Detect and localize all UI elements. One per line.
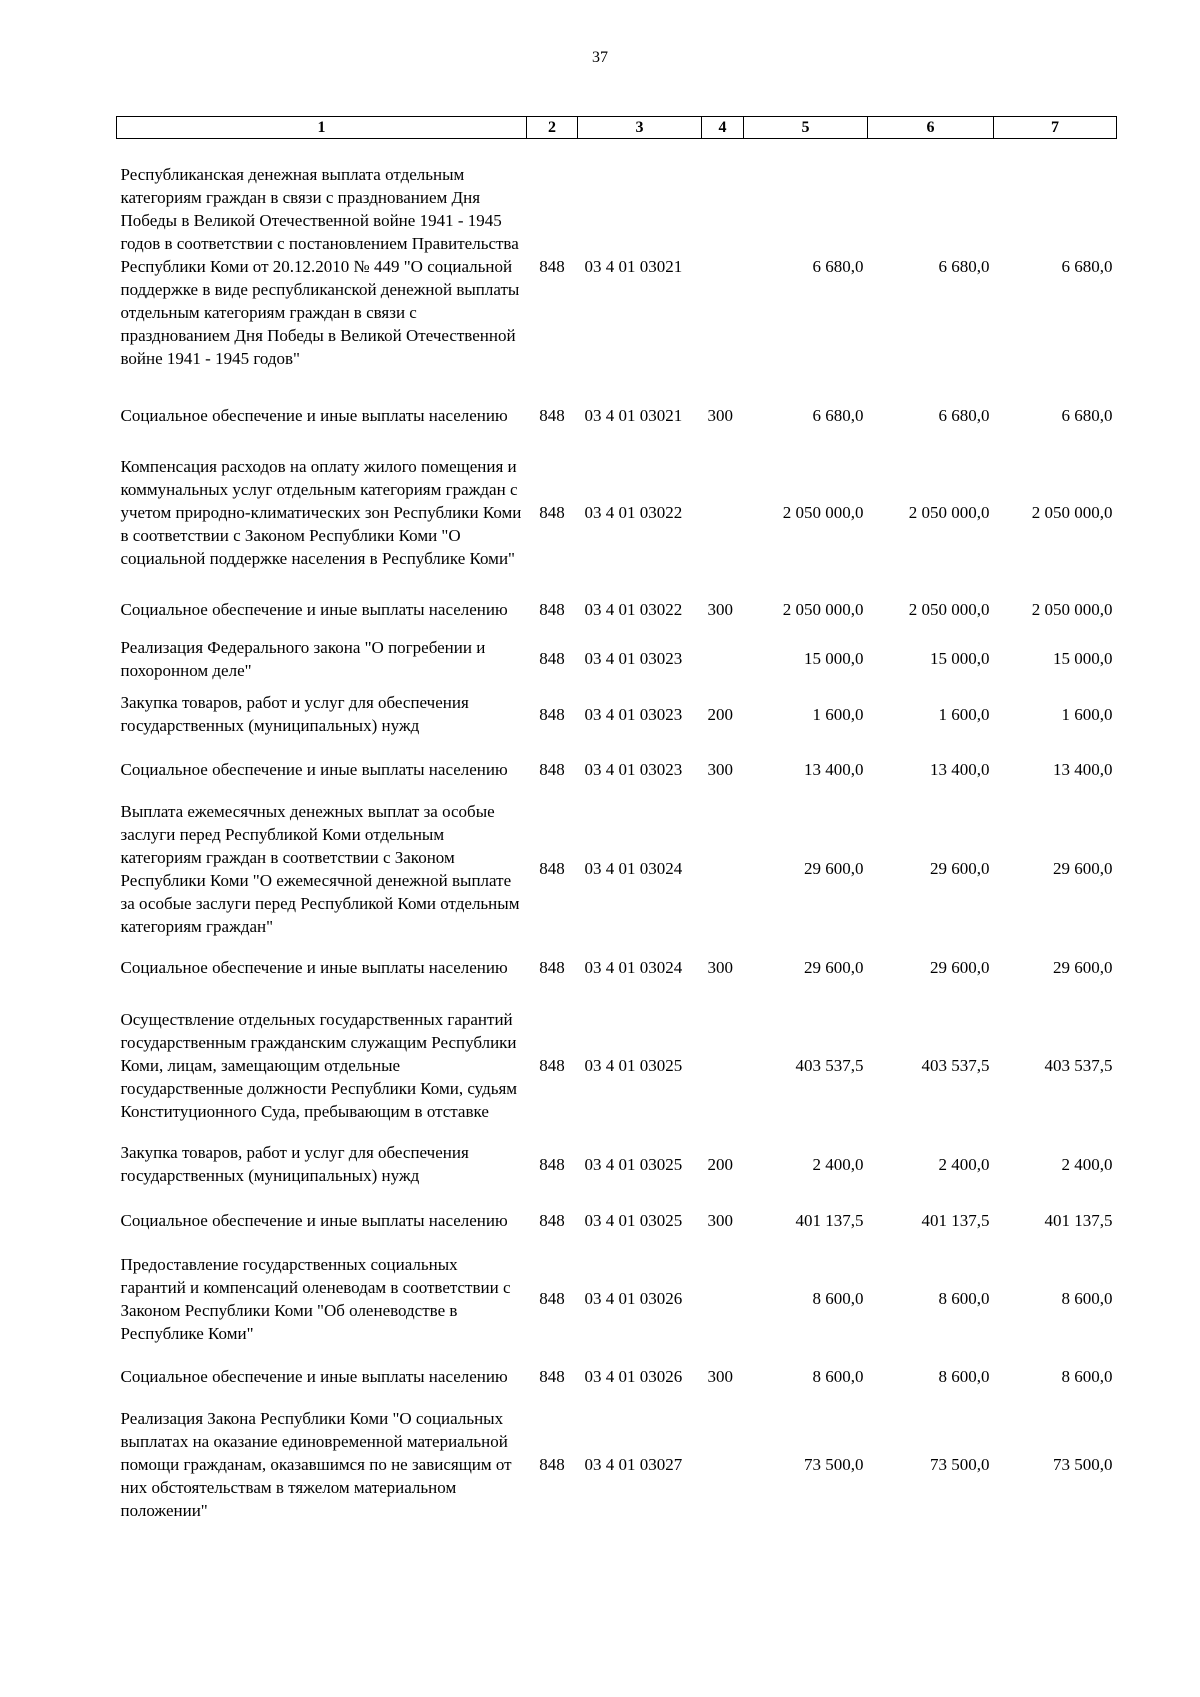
row-value-3-cell: 2 400,0: [1061, 1154, 1113, 1174]
table-row: [117, 588, 1117, 631]
row-vr-cell: [702, 1249, 744, 1349]
row-value-1-cell: 2 050 000,0: [782, 599, 864, 619]
row-name-cell: Осуществление отдельных государственных гарантий государственным гражданским служащим Республики Коми, лицам, замещающим отдельные государственные должности Республики Коми, судьям Конституционного Суда, пребывающим в отставке: [120, 1010, 518, 1121]
row-vr-cell: [702, 139, 744, 395]
row-value-1-cell: 29 600,0: [804, 958, 864, 977]
row-value-3-cell: 2 050 000,0: [1031, 502, 1113, 522]
row-name-cell: Социальное обеспечение и иные выплаты населению: [120, 958, 508, 977]
row-value-3-cell: 73 500,0: [1053, 1455, 1113, 1474]
row-value-3-cell: 13 400,0: [1053, 760, 1113, 779]
row-vr-cell: [702, 798, 744, 940]
row-cs-cell: 03 4 01 03024: [584, 958, 683, 977]
row-value-3-cell: 403 537,5: [1044, 1056, 1113, 1075]
table-row: [117, 996, 1117, 1136]
table-row: [117, 1193, 1117, 1249]
row-value-1-cell: 8 600,0: [812, 1367, 864, 1386]
row-value-1-cell: 73 500,0: [804, 1455, 864, 1474]
row-vr-cell: 200: [707, 704, 733, 724]
row-gr-cell: 848: [539, 599, 565, 619]
row-gr-cell: 848: [539, 1154, 565, 1174]
table-row: [117, 139, 1117, 395]
row-vr-cell: 300: [707, 1367, 733, 1386]
table-row: [117, 1349, 1117, 1405]
table-row: [117, 437, 1117, 588]
row-vr-cell: [702, 996, 744, 1136]
row-name-cell: Реализация Федерального закона "О погребении и похоронном деле": [120, 637, 486, 680]
row-vr-cell: 300: [707, 599, 733, 619]
row-value-3-cell: 8 600,0: [1061, 1367, 1113, 1386]
row-value-2-cell: 403 537,5: [921, 1056, 990, 1075]
row-cs-cell: 03 4 01 03025: [584, 1154, 683, 1174]
row-cs-cell: 03 4 01 03025: [584, 1211, 683, 1230]
row-value-2-cell: 2 400,0: [938, 1154, 990, 1174]
row-vr-cell: 300: [707, 760, 733, 779]
column-header: 2: [527, 117, 578, 139]
row-gr-cell: 848: [539, 760, 565, 779]
row-gr-cell: 848: [539, 1367, 565, 1386]
row-gr-cell: 848: [539, 1211, 565, 1230]
row-value-1-cell: 2 050 000,0: [782, 502, 864, 522]
row-value-2-cell: 401 137,5: [921, 1211, 990, 1230]
row-value-1-cell: 403 537,5: [795, 1056, 864, 1075]
table-row: [117, 742, 1117, 798]
row-vr-cell: [702, 1405, 744, 1525]
row-value-1-cell: 1 600,0: [812, 704, 864, 724]
row-gr-cell: 848: [539, 649, 565, 668]
row-value-2-cell: 2 050 000,0: [908, 502, 990, 522]
row-cs-cell: 03 4 01 03022: [584, 599, 683, 619]
row-value-1-cell: 13 400,0: [804, 760, 864, 779]
table-body: [117, 139, 1117, 1525]
row-vr-cell: 300: [707, 1211, 733, 1230]
row-name-cell: Социальное обеспечение и иные выплаты населению: [120, 760, 508, 779]
row-value-1-cell: 8 600,0: [812, 1289, 864, 1308]
row-name-cell: Предоставление государственных социальных гарантий и компенсаций оленеводам в соответствии с Законом Республики Коми "Об оленеводстве в Республике Коми": [120, 1254, 511, 1343]
row-gr-cell: 848: [539, 958, 565, 977]
row-value-1-cell: 6 680,0: [812, 406, 864, 425]
row-vr-cell: [702, 437, 744, 588]
row-gr-cell: 848: [539, 257, 565, 277]
row-value-3-cell: 6 680,0: [1061, 406, 1113, 425]
row-value-3-cell: 6 680,0: [1061, 257, 1113, 277]
row-name-cell: Республиканская денежная выплата отдельным категориям граждан в связи с празднованием Дня Победы в Великой Отечественной войне 1941 - 1945 годов в соответствии с постановлением Правительства Республики Коми от 20.12.2010 № 449 "О социальной поддержке в виде республиканской денежной выплаты отдельным категориям граждан в связи с празднованием Дня Победы в Великой Отечественной войне 1941 - 1945 годов": [120, 165, 520, 369]
row-value-2-cell: 6 680,0: [938, 406, 990, 425]
column-header: 4: [702, 117, 744, 139]
table-row: [117, 1249, 1117, 1349]
row-cs-cell: 03 4 01 03026: [584, 1367, 683, 1386]
row-value-2-cell: 15 000,0: [930, 649, 990, 668]
row-gr-cell: 848: [539, 406, 565, 425]
table-row: [117, 940, 1117, 996]
row-cs-cell: 03 4 01 03023: [584, 704, 683, 724]
row-cs-cell: 03 4 01 03021: [584, 406, 683, 425]
row-vr-cell: 200: [707, 1154, 733, 1174]
header-row: [117, 117, 1117, 139]
row-value-3-cell: 29 600,0: [1053, 958, 1113, 977]
row-cs-cell: 03 4 01 03025: [584, 1056, 683, 1075]
row-gr-cell: 848: [539, 1289, 565, 1308]
row-value-2-cell: 1 600,0: [938, 704, 990, 724]
row-name-cell: Социальное обеспечение и иные выплаты населению: [120, 599, 508, 619]
row-value-3-cell: 15 000,0: [1053, 649, 1113, 668]
page-number: 37: [592, 49, 608, 66]
row-name-cell: Социальное обеспечение и иные выплаты населению: [120, 1211, 508, 1230]
column-header: 3: [578, 117, 702, 139]
row-gr-cell: 848: [539, 502, 565, 522]
row-cs-cell: 03 4 01 03021: [584, 257, 683, 277]
column-header: 7: [994, 117, 1117, 139]
row-cs-cell: 03 4 01 03026: [584, 1289, 683, 1308]
row-value-1-cell: 29 600,0: [804, 859, 864, 878]
table-row: [117, 687, 1117, 742]
row-value-2-cell: 29 600,0: [930, 958, 990, 977]
row-cs-cell: 03 4 01 03022: [584, 502, 683, 522]
row-value-3-cell: 401 137,5: [1044, 1211, 1113, 1230]
column-header: 5: [744, 117, 868, 139]
row-name-cell: Социальное обеспечение и иные выплаты населению: [120, 1367, 508, 1386]
row-value-3-cell: 1 600,0: [1061, 704, 1113, 724]
table-row: [117, 631, 1117, 687]
row-value-2-cell: 29 600,0: [930, 859, 990, 878]
row-cs-cell: 03 4 01 03023: [584, 760, 683, 779]
row-vr-cell: 300: [707, 406, 733, 425]
row-name-cell: Закупка товаров, работ и услуг для обеспечения государственных (муниципальных) нужд: [120, 693, 469, 735]
row-cs-cell: 03 4 01 03027: [584, 1455, 683, 1474]
row-value-2-cell: 13 400,0: [930, 760, 990, 779]
budget-table: [116, 116, 1117, 1525]
row-value-3-cell: 2 050 000,0: [1031, 599, 1113, 619]
table-row: [117, 798, 1117, 940]
table-row: [117, 395, 1117, 437]
row-cs-cell: 03 4 01 03024: [584, 859, 683, 878]
row-value-2-cell: 73 500,0: [930, 1455, 990, 1474]
row-value-1-cell: 6 680,0: [812, 257, 864, 277]
row-value-2-cell: 8 600,0: [938, 1367, 990, 1386]
row-name-cell: Закупка товаров, работ и услуг для обеспечения государственных (муниципальных) нужд: [120, 1143, 469, 1185]
row-value-2-cell: 2 050 000,0: [908, 599, 990, 619]
row-value-3-cell: 8 600,0: [1061, 1289, 1113, 1308]
row-name-cell: Реализация Закона Республики Коми "О социальных выплатах на оказание единовременной материальной помощи гражданам, оказавшимся по не зависящим от них обстоятельствам в тяжелом материальном положении": [120, 1409, 512, 1520]
column-header: 6: [868, 117, 994, 139]
row-value-1-cell: 2 400,0: [812, 1154, 864, 1174]
row-name-cell: Социальное обеспечение и иные выплаты населению: [120, 406, 508, 425]
row-gr-cell: 848: [539, 859, 565, 878]
row-name-cell: Компенсация расходов на оплату жилого помещения и коммунальных услуг отдельным категориям граждан с учетом природно-климатических зон Республики Коми в соответствии с Законом Республики Коми "О социальной поддержке населения в Республике Коми": [120, 456, 522, 568]
row-cs-cell: 03 4 01 03023: [584, 649, 683, 668]
column-header: 1: [117, 117, 527, 139]
row-value-2-cell: 8 600,0: [938, 1289, 990, 1308]
row-value-1-cell: 15 000,0: [804, 649, 864, 668]
row-value-3-cell: 29 600,0: [1053, 859, 1113, 878]
row-value-2-cell: 6 680,0: [938, 257, 990, 277]
row-vr-cell: [702, 631, 744, 687]
row-value-1-cell: 401 137,5: [795, 1211, 864, 1230]
row-gr-cell: 848: [539, 1455, 565, 1474]
row-name-cell: Выплата ежемесячных денежных выплат за особые заслуги перед Республикой Коми отдельным категориям граждан в соответствии с Законом Республики Коми "О ежемесячной денежной выплате за особые заслуги перед Республикой Коми отдельным категориям граждан": [120, 801, 520, 936]
table-row: [117, 1136, 1117, 1193]
row-gr-cell: 848: [539, 704, 565, 724]
row-gr-cell: 848: [539, 1056, 565, 1075]
table-row: [117, 1405, 1117, 1525]
row-vr-cell: 300: [707, 958, 733, 977]
